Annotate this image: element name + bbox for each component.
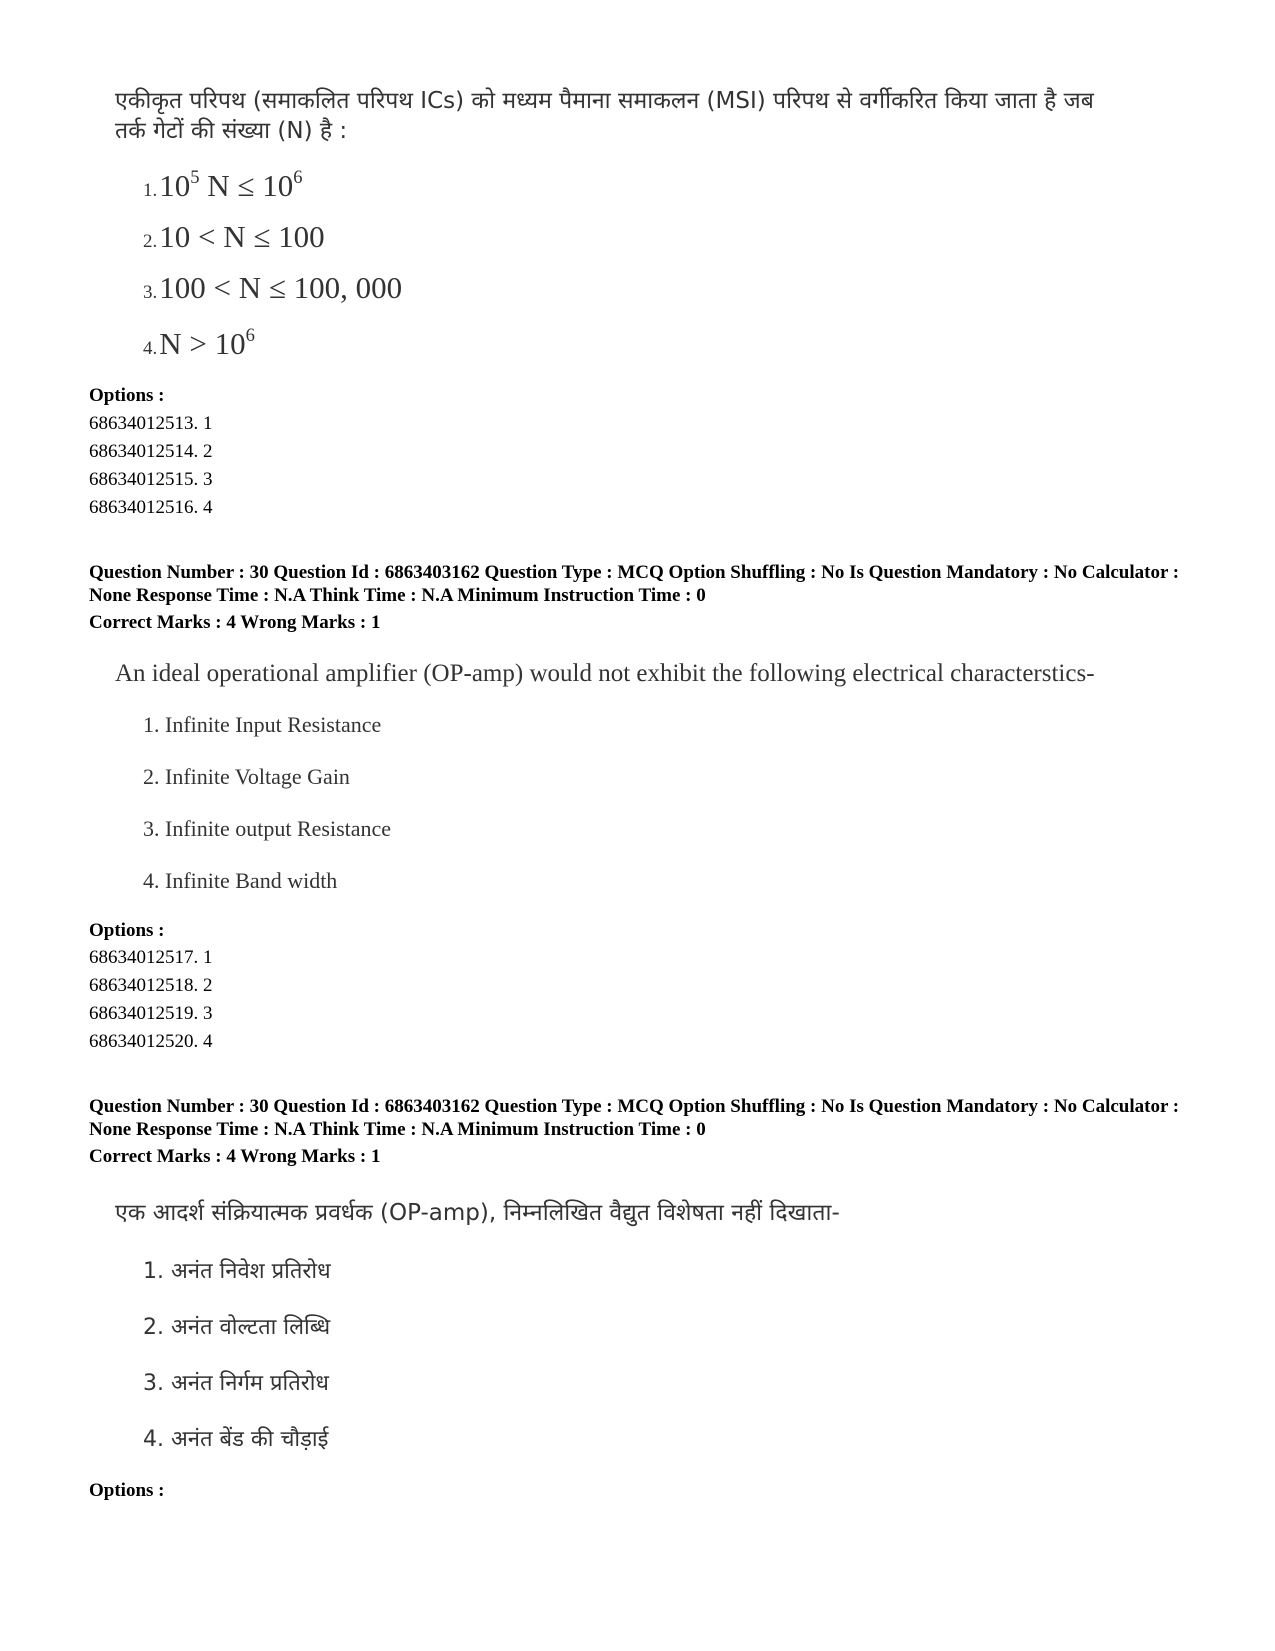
choice-2: 2. अनंत वोल्टता लिब्धि [143, 1315, 331, 1340]
question-meta: Question Number : 30 Question Id : 6863403162 Question Type : MCQ Option Shuffling : No Is Question Mandatory : No Calculator : None Response Time : N.A Think Time : N.A Minimum Instruction Time : 0 [89, 562, 1180, 606]
choice-1: 1.10$^5$ $N \le 10^6$ [143, 166, 303, 203]
option-line: 68634012516. 4 [89, 497, 213, 518]
option-line: 68634012518. 2 [89, 975, 213, 996]
option-line: 68634012514. 2 [89, 441, 213, 462]
choice-1: 1. Infinite Input Resistance [143, 712, 382, 737]
choice-4: 4. अनंत बेंड की चौड़ाई [143, 1427, 329, 1452]
option-line: 68634012520. 4 [89, 1031, 213, 1052]
options-heading: Options : [89, 920, 165, 941]
choice-2: 2. Infinite Voltage Gain [143, 764, 350, 789]
marks-line: Correct Marks : 4 Wrong Marks : 1 [89, 1146, 381, 1167]
choice-3: 3.100 < N ≤ 100, 000 [143, 270, 403, 305]
question-text: एक आदर्श संक्रियात्मक प्रवर्धक (OP-amp), निम्नलिखित वैद्युत विशेषता नहीं दिखाता- [115, 1200, 840, 1226]
question-meta: Question Number : 30 Question Id : 6863403162 Question Type : MCQ Option Shuffling : No Is Question Mandatory : No Calculator : None Response Time : N.A Think Time : N.A Minimum Instruction Time : 0 [89, 1096, 1180, 1140]
question-text: An ideal operational amplifier (OP-amp) would not exhibit the following electrical characterstics- [115, 660, 1095, 687]
option-line: 68634012517. 1 [89, 947, 213, 968]
option-line: 68634012515. 3 [89, 469, 213, 490]
option-line: 68634012519. 3 [89, 1003, 213, 1024]
choice-4: 4. Infinite Band width [143, 868, 338, 893]
question-text: एकीकृत परिपथ (समाकलित परिपथ ICs) को मध्यम पैमाना समाकलन (MSI) परिपथ से वर्गीकरित किया जाता है जब तर्क गेटों की संख्या (N) है : [115, 88, 1094, 144]
options-heading: Options : [89, 385, 165, 406]
marks-line: Correct Marks : 4 Wrong Marks : 1 [89, 612, 381, 633]
choice-4: $4.N > 10^6$ [143, 324, 255, 361]
choice-3: 3. अनंत निर्गम प्रतिरोध [143, 1371, 329, 1396]
choice-1: 1. अनंत निवेश प्रतिरोध [143, 1259, 331, 1284]
choice-2: 2.10 < N ≤ 100 [143, 219, 325, 254]
choice-3: 3. Infinite output Resistance [143, 816, 392, 841]
option-line: 68634012513. 1 [89, 413, 213, 434]
options-heading: Options : [89, 1480, 165, 1501]
